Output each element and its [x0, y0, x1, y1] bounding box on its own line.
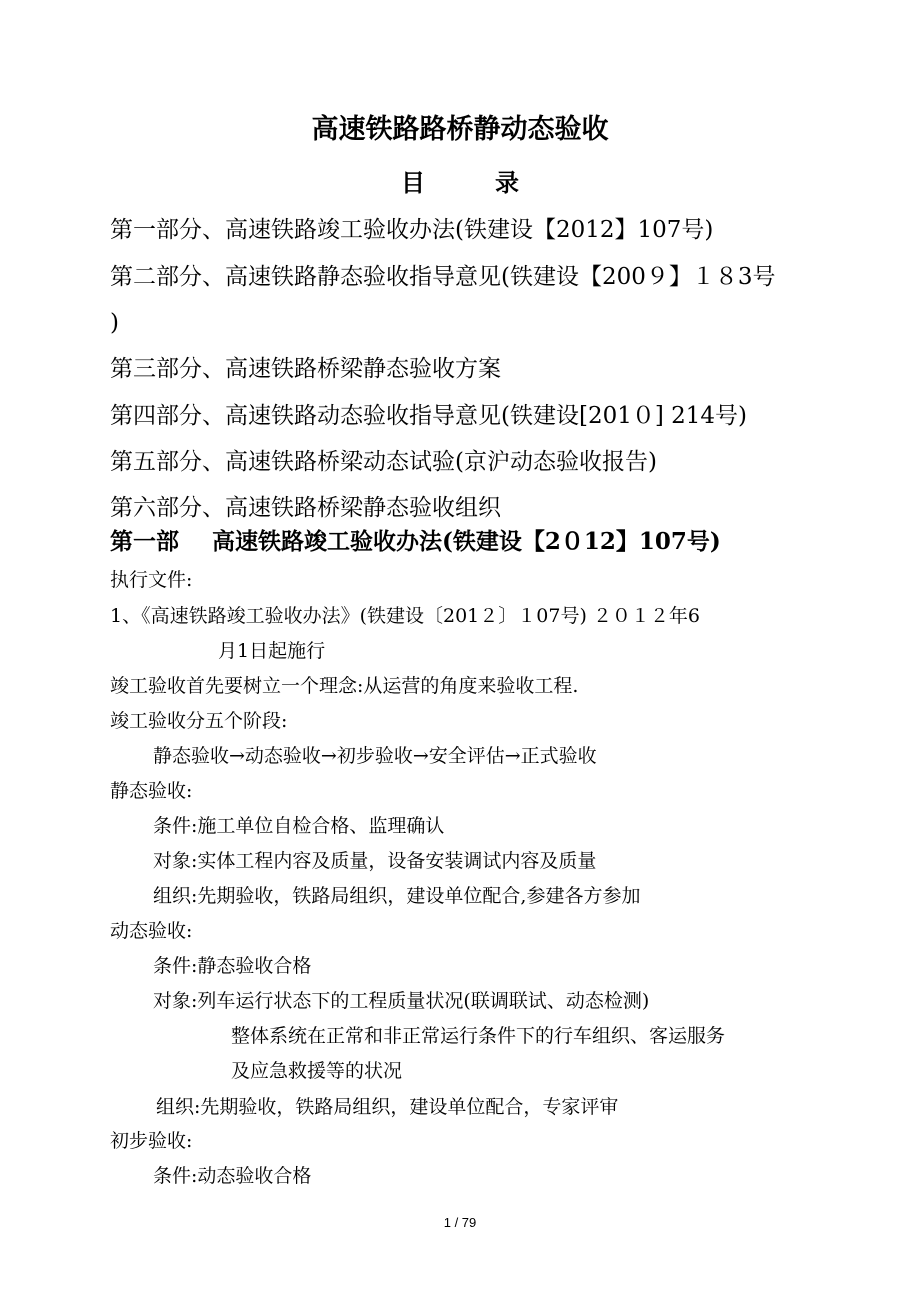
toc-heading-right: 录: [495, 168, 519, 197]
exec-docs-label: 执行文件:: [110, 569, 193, 591]
toc-item-2-cont: ): [110, 310, 119, 336]
toc-item-1: 第一部分、高速铁路竣工验收办法(铁建设【2012】107号): [110, 217, 714, 243]
exec-doc-1-line1: 1、《高速铁路竣工验收办法》(铁建设〔201２〕１07号) ２０１２年6: [110, 605, 700, 627]
toc-item-5: 第五部分、高速铁路桥梁动态试验(京沪动态验收报告): [110, 449, 657, 475]
dynamic-condition: 条件:静态验收合格: [153, 955, 312, 977]
prelim-condition: 条件:动态验收合格: [153, 1165, 312, 1187]
document-title: 高速铁路路桥静动态验收: [311, 114, 609, 145]
toc-heading-left: 目: [401, 168, 425, 197]
part1-heading-label: 第一部: [110, 528, 179, 555]
toc-item-6: 第六部分、高速铁路桥梁静态验收组织: [110, 495, 501, 521]
toc-item-2: 第二部分、高速铁路静态验收指导意见(铁建设【200９】１８3号: [110, 264, 776, 290]
static-organization: 组织:先期验收，铁路局组织，建设单位配合,参建各方参加: [153, 885, 641, 907]
dynamic-object-cont2: 及应急救援等的状况: [231, 1060, 403, 1082]
static-condition: 条件:施工单位自检合格、监理确认: [153, 815, 445, 837]
toc-item-3: 第三部分、高速铁路桥梁静态验收方案: [110, 356, 501, 382]
stages-label: 竣工验收分五个阶段:: [110, 710, 288, 732]
dynamic-label: 动态验收:: [110, 920, 193, 942]
dynamic-organization: 组织:先期验收，铁路局组织，建设单位配合，专家评审: [156, 1096, 619, 1118]
part1-heading-text: 高速铁路竣工验收办法(铁建设【2０12】107号): [212, 528, 721, 555]
static-object: 对象:实体工程内容及质量，设备安装调试内容及质量: [153, 850, 597, 872]
toc-item-4: 第四部分、高速铁路动态验收指导意见(铁建设[201０] 214号): [110, 403, 748, 429]
concept-text: 竣工验收首先要树立一个理念:从运营的角度来验收工程.: [110, 675, 579, 697]
page-number: 1 / 79: [443, 1215, 477, 1230]
dynamic-object: 对象:列车运行状态下的工程质量状况(联调联试、动态检测): [153, 990, 650, 1012]
dynamic-object-cont1: 整体系统在正常和非正常运行条件下的行车组织、客运服务: [231, 1025, 726, 1047]
static-label: 静态验收:: [110, 780, 193, 802]
stages-flow: 静态验收→动态验收→初步验收→安全评估→正式验收: [153, 745, 597, 767]
toc-heading: [0, 167, 920, 199]
part1-heading: [110, 527, 721, 557]
exec-doc-1-line2: 月1日起施行: [218, 640, 326, 662]
prelim-label: 初步验收:: [110, 1130, 193, 1152]
